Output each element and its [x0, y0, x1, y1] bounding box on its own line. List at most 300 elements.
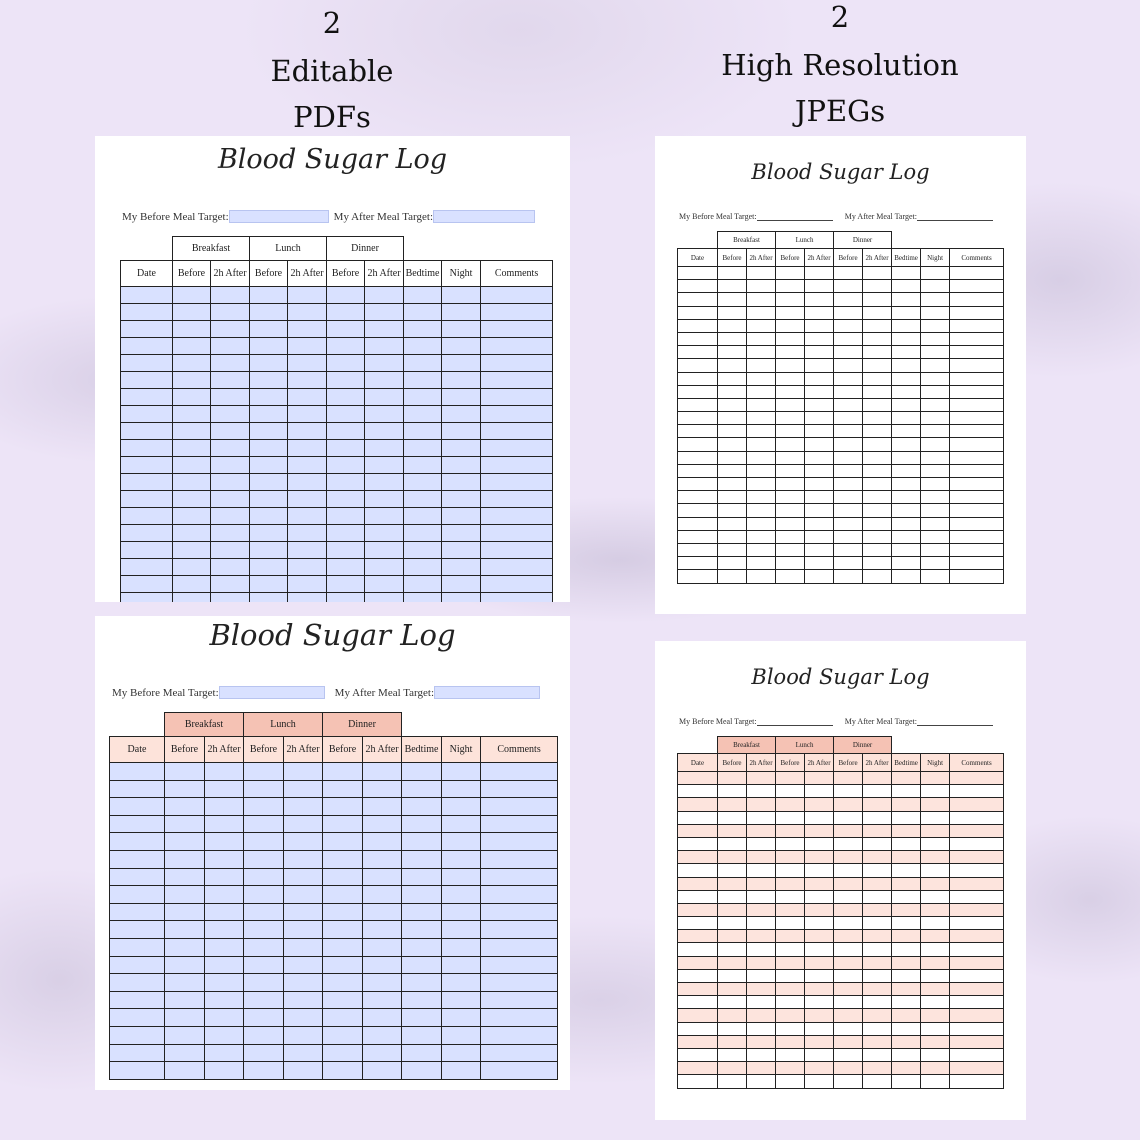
log-cell[interactable] — [442, 406, 481, 423]
log-cell[interactable] — [363, 763, 402, 781]
log-cell[interactable] — [244, 956, 284, 974]
log-cell[interactable] — [211, 338, 250, 355]
log-cell[interactable] — [442, 974, 481, 992]
log-cell[interactable] — [173, 457, 211, 474]
log-cell[interactable] — [442, 593, 481, 603]
log-cell[interactable] — [250, 474, 288, 491]
log-cell[interactable] — [110, 1026, 165, 1044]
log-cell[interactable] — [110, 1062, 165, 1080]
log-cell[interactable] — [244, 1044, 284, 1062]
log-cell[interactable] — [365, 474, 404, 491]
log-cell[interactable] — [165, 1044, 205, 1062]
log-cell[interactable] — [327, 406, 365, 423]
log-cell[interactable] — [404, 440, 442, 457]
log-cell[interactable] — [363, 868, 402, 886]
log-cell[interactable] — [323, 991, 363, 1009]
log-cell[interactable] — [363, 921, 402, 939]
log-cell[interactable] — [165, 815, 205, 833]
log-cell[interactable] — [363, 798, 402, 816]
log-cell[interactable] — [327, 474, 365, 491]
log-cell[interactable] — [442, 508, 481, 525]
log-cell[interactable] — [173, 576, 211, 593]
log-cell[interactable] — [250, 542, 288, 559]
log-cell[interactable] — [173, 508, 211, 525]
log-cell[interactable] — [363, 991, 402, 1009]
log-cell[interactable] — [323, 974, 363, 992]
log-cell[interactable] — [121, 304, 173, 321]
log-cell[interactable] — [165, 780, 205, 798]
log-cell[interactable] — [284, 763, 323, 781]
log-cell[interactable] — [442, 355, 481, 372]
log-cell[interactable] — [121, 287, 173, 304]
log-cell[interactable] — [284, 1044, 323, 1062]
log-cell[interactable] — [404, 406, 442, 423]
log-cell[interactable] — [284, 956, 323, 974]
log-cell[interactable] — [442, 815, 481, 833]
log-cell[interactable] — [323, 956, 363, 974]
log-cell[interactable] — [284, 1062, 323, 1080]
log-cell[interactable] — [173, 474, 211, 491]
log-cell[interactable] — [323, 938, 363, 956]
log-cell[interactable] — [165, 1009, 205, 1027]
log-cell[interactable] — [327, 321, 365, 338]
log-cell[interactable] — [404, 474, 442, 491]
log-cell[interactable] — [404, 389, 442, 406]
log-cell[interactable] — [481, 372, 553, 389]
log-cell[interactable] — [110, 780, 165, 798]
log-cell[interactable] — [327, 491, 365, 508]
log-cell[interactable] — [250, 559, 288, 576]
log-cell[interactable] — [173, 372, 211, 389]
log-cell[interactable] — [323, 815, 363, 833]
log-cell[interactable] — [288, 542, 327, 559]
log-cell[interactable] — [327, 287, 365, 304]
log-cell[interactable] — [244, 903, 284, 921]
log-cell[interactable] — [288, 525, 327, 542]
log-cell[interactable] — [442, 956, 481, 974]
log-cell[interactable] — [363, 886, 402, 904]
log-cell[interactable] — [205, 763, 244, 781]
log-cell[interactable] — [442, 921, 481, 939]
log-cell[interactable] — [205, 956, 244, 974]
log-cell[interactable] — [365, 457, 404, 474]
log-cell[interactable] — [211, 559, 250, 576]
log-cell[interactable] — [284, 886, 323, 904]
log-cell[interactable] — [173, 321, 211, 338]
log-cell[interactable] — [284, 1009, 323, 1027]
log-cell[interactable] — [121, 389, 173, 406]
log-cell[interactable] — [365, 321, 404, 338]
log-cell[interactable] — [211, 440, 250, 457]
log-cell[interactable] — [173, 389, 211, 406]
log-cell[interactable] — [121, 542, 173, 559]
log-cell[interactable] — [327, 355, 365, 372]
log-cell[interactable] — [481, 938, 558, 956]
log-cell[interactable] — [110, 850, 165, 868]
log-cell[interactable] — [323, 763, 363, 781]
log-cell[interactable] — [250, 321, 288, 338]
log-cell[interactable] — [481, 593, 553, 603]
log-cell[interactable] — [365, 389, 404, 406]
after-meal-target-input[interactable] — [433, 210, 535, 223]
log-cell[interactable] — [365, 593, 404, 603]
log-cell[interactable] — [284, 921, 323, 939]
log-cell[interactable] — [244, 763, 284, 781]
log-cell[interactable] — [327, 440, 365, 457]
log-cell[interactable] — [481, 903, 558, 921]
log-cell[interactable] — [244, 1009, 284, 1027]
log-cell[interactable] — [288, 287, 327, 304]
log-cell[interactable] — [442, 903, 481, 921]
log-cell[interactable] — [481, 780, 558, 798]
log-cell[interactable] — [250, 423, 288, 440]
log-cell[interactable] — [288, 355, 327, 372]
log-cell[interactable] — [211, 321, 250, 338]
log-cell[interactable] — [205, 780, 244, 798]
log-cell[interactable] — [110, 1044, 165, 1062]
log-cell[interactable] — [442, 1062, 481, 1080]
log-cell[interactable] — [244, 780, 284, 798]
log-cell[interactable] — [284, 815, 323, 833]
log-cell[interactable] — [211, 525, 250, 542]
log-cell[interactable] — [365, 287, 404, 304]
log-cell[interactable] — [481, 287, 553, 304]
log-cell[interactable] — [481, 956, 558, 974]
log-cell[interactable] — [288, 559, 327, 576]
log-cell[interactable] — [288, 338, 327, 355]
log-cell[interactable] — [121, 440, 173, 457]
log-cell[interactable] — [404, 423, 442, 440]
log-cell[interactable] — [250, 372, 288, 389]
log-cell[interactable] — [121, 525, 173, 542]
log-cell[interactable] — [110, 1009, 165, 1027]
log-cell[interactable] — [121, 491, 173, 508]
log-cell[interactable] — [404, 287, 442, 304]
log-cell[interactable] — [110, 991, 165, 1009]
log-cell[interactable] — [205, 921, 244, 939]
log-cell[interactable] — [284, 833, 323, 851]
log-cell[interactable] — [442, 850, 481, 868]
log-cell[interactable] — [288, 593, 327, 603]
log-cell[interactable] — [165, 833, 205, 851]
log-cell[interactable] — [481, 474, 553, 491]
log-cell[interactable] — [211, 576, 250, 593]
log-cell[interactable] — [250, 525, 288, 542]
log-cell[interactable] — [404, 457, 442, 474]
log-cell[interactable] — [110, 938, 165, 956]
log-cell[interactable] — [165, 868, 205, 886]
log-cell[interactable] — [442, 287, 481, 304]
log-cell[interactable] — [327, 457, 365, 474]
log-cell[interactable] — [481, 850, 558, 868]
before-meal-target-input[interactable] — [219, 686, 325, 699]
log-cell[interactable] — [110, 974, 165, 992]
log-cell[interactable] — [402, 780, 442, 798]
log-cell[interactable] — [442, 423, 481, 440]
log-cell[interactable] — [402, 886, 442, 904]
log-cell[interactable] — [211, 542, 250, 559]
log-cell[interactable] — [121, 474, 173, 491]
log-cell[interactable] — [481, 763, 558, 781]
log-cell[interactable] — [442, 304, 481, 321]
log-cell[interactable] — [211, 406, 250, 423]
log-cell[interactable] — [173, 491, 211, 508]
log-cell[interactable] — [481, 406, 553, 423]
log-cell[interactable] — [323, 921, 363, 939]
log-cell[interactable] — [284, 850, 323, 868]
log-cell[interactable] — [250, 508, 288, 525]
log-cell[interactable] — [244, 938, 284, 956]
log-cell[interactable] — [327, 525, 365, 542]
log-cell[interactable] — [365, 423, 404, 440]
log-cell[interactable] — [442, 798, 481, 816]
log-cell[interactable] — [110, 833, 165, 851]
log-cell[interactable] — [442, 763, 481, 781]
log-cell[interactable] — [402, 921, 442, 939]
log-cell[interactable] — [173, 423, 211, 440]
log-cell[interactable] — [250, 593, 288, 603]
log-cell[interactable] — [110, 903, 165, 921]
log-cell[interactable] — [244, 798, 284, 816]
log-cell[interactable] — [323, 903, 363, 921]
log-cell[interactable] — [481, 1062, 558, 1080]
log-cell[interactable] — [363, 850, 402, 868]
log-cell[interactable] — [211, 508, 250, 525]
log-cell[interactable] — [250, 338, 288, 355]
log-cell[interactable] — [481, 815, 558, 833]
log-cell[interactable] — [205, 903, 244, 921]
log-cell[interactable] — [288, 508, 327, 525]
log-cell[interactable] — [327, 389, 365, 406]
log-cell[interactable] — [481, 974, 558, 992]
log-cell[interactable] — [121, 423, 173, 440]
log-cell[interactable] — [244, 850, 284, 868]
log-cell[interactable] — [481, 559, 553, 576]
log-cell[interactable] — [250, 389, 288, 406]
log-cell[interactable] — [205, 991, 244, 1009]
log-cell[interactable] — [250, 287, 288, 304]
log-cell[interactable] — [173, 304, 211, 321]
log-cell[interactable] — [110, 956, 165, 974]
log-cell[interactable] — [442, 338, 481, 355]
log-cell[interactable] — [244, 1026, 284, 1044]
log-cell[interactable] — [284, 938, 323, 956]
log-cell[interactable] — [481, 921, 558, 939]
log-cell[interactable] — [244, 886, 284, 904]
log-cell[interactable] — [211, 389, 250, 406]
log-cell[interactable] — [121, 457, 173, 474]
log-cell[interactable] — [323, 1009, 363, 1027]
log-cell[interactable] — [323, 868, 363, 886]
log-cell[interactable] — [288, 304, 327, 321]
log-cell[interactable] — [481, 304, 553, 321]
log-cell[interactable] — [110, 886, 165, 904]
log-cell[interactable] — [288, 389, 327, 406]
log-cell[interactable] — [442, 440, 481, 457]
log-cell[interactable] — [363, 956, 402, 974]
log-cell[interactable] — [244, 1062, 284, 1080]
log-cell[interactable] — [327, 559, 365, 576]
log-cell[interactable] — [481, 457, 553, 474]
log-cell[interactable] — [404, 559, 442, 576]
log-cell[interactable] — [442, 938, 481, 956]
log-cell[interactable] — [363, 1062, 402, 1080]
log-cell[interactable] — [211, 355, 250, 372]
after-meal-target-input[interactable] — [434, 686, 540, 699]
log-cell[interactable] — [284, 903, 323, 921]
log-cell[interactable] — [402, 938, 442, 956]
log-cell[interactable] — [481, 1044, 558, 1062]
log-cell[interactable] — [244, 991, 284, 1009]
log-cell[interactable] — [121, 372, 173, 389]
log-cell[interactable] — [402, 798, 442, 816]
log-cell[interactable] — [250, 440, 288, 457]
log-cell[interactable] — [165, 903, 205, 921]
log-cell[interactable] — [404, 576, 442, 593]
log-cell[interactable] — [205, 974, 244, 992]
log-cell[interactable] — [402, 1044, 442, 1062]
log-cell[interactable] — [442, 1026, 481, 1044]
log-cell[interactable] — [121, 321, 173, 338]
log-cell[interactable] — [284, 974, 323, 992]
log-cell[interactable] — [284, 1026, 323, 1044]
log-cell[interactable] — [442, 457, 481, 474]
log-cell[interactable] — [363, 1009, 402, 1027]
log-cell[interactable] — [288, 372, 327, 389]
log-cell[interactable] — [402, 833, 442, 851]
log-cell[interactable] — [211, 372, 250, 389]
log-cell[interactable] — [402, 1026, 442, 1044]
log-cell[interactable] — [165, 850, 205, 868]
log-cell[interactable] — [327, 423, 365, 440]
log-cell[interactable] — [481, 1009, 558, 1027]
log-cell[interactable] — [402, 815, 442, 833]
log-cell[interactable] — [442, 542, 481, 559]
log-cell[interactable] — [288, 457, 327, 474]
log-cell[interactable] — [244, 868, 284, 886]
log-cell[interactable] — [173, 287, 211, 304]
log-cell[interactable] — [481, 355, 553, 372]
log-cell[interactable] — [365, 508, 404, 525]
log-cell[interactable] — [173, 440, 211, 457]
log-cell[interactable] — [165, 763, 205, 781]
log-cell[interactable] — [363, 1026, 402, 1044]
log-cell[interactable] — [110, 763, 165, 781]
log-cell[interactable] — [481, 338, 553, 355]
log-cell[interactable] — [165, 798, 205, 816]
log-cell[interactable] — [173, 355, 211, 372]
log-cell[interactable] — [402, 1062, 442, 1080]
log-cell[interactable] — [165, 991, 205, 1009]
log-cell[interactable] — [481, 542, 553, 559]
log-cell[interactable] — [327, 338, 365, 355]
log-cell[interactable] — [404, 542, 442, 559]
log-cell[interactable] — [402, 956, 442, 974]
before-meal-target-input[interactable] — [229, 210, 329, 223]
log-cell[interactable] — [481, 1026, 558, 1044]
log-cell[interactable] — [288, 423, 327, 440]
log-cell[interactable] — [165, 921, 205, 939]
log-cell[interactable] — [323, 886, 363, 904]
log-cell[interactable] — [404, 355, 442, 372]
log-cell[interactable] — [365, 355, 404, 372]
log-cell[interactable] — [365, 338, 404, 355]
log-cell[interactable] — [363, 938, 402, 956]
log-cell[interactable] — [288, 440, 327, 457]
log-cell[interactable] — [288, 406, 327, 423]
log-cell[interactable] — [205, 850, 244, 868]
log-cell[interactable] — [121, 508, 173, 525]
log-cell[interactable] — [211, 304, 250, 321]
log-cell[interactable] — [121, 338, 173, 355]
log-cell[interactable] — [250, 355, 288, 372]
log-cell[interactable] — [402, 868, 442, 886]
log-cell[interactable] — [402, 850, 442, 868]
log-cell[interactable] — [323, 780, 363, 798]
log-cell[interactable] — [205, 1009, 244, 1027]
log-cell[interactable] — [250, 406, 288, 423]
log-cell[interactable] — [365, 559, 404, 576]
log-cell[interactable] — [205, 1062, 244, 1080]
log-cell[interactable] — [121, 355, 173, 372]
log-cell[interactable] — [165, 956, 205, 974]
log-cell[interactable] — [121, 559, 173, 576]
log-cell[interactable] — [442, 868, 481, 886]
log-cell[interactable] — [327, 576, 365, 593]
log-cell[interactable] — [404, 491, 442, 508]
log-cell[interactable] — [365, 525, 404, 542]
log-cell[interactable] — [402, 991, 442, 1009]
log-cell[interactable] — [323, 1062, 363, 1080]
log-cell[interactable] — [404, 338, 442, 355]
log-cell[interactable] — [402, 1009, 442, 1027]
log-cell[interactable] — [442, 491, 481, 508]
log-cell[interactable] — [110, 815, 165, 833]
log-cell[interactable] — [404, 372, 442, 389]
log-cell[interactable] — [442, 321, 481, 338]
log-cell[interactable] — [442, 1044, 481, 1062]
log-cell[interactable] — [365, 304, 404, 321]
log-cell[interactable] — [327, 372, 365, 389]
log-cell[interactable] — [173, 406, 211, 423]
log-cell[interactable] — [288, 576, 327, 593]
log-cell[interactable] — [205, 815, 244, 833]
log-cell[interactable] — [402, 903, 442, 921]
log-cell[interactable] — [244, 921, 284, 939]
log-cell[interactable] — [327, 542, 365, 559]
log-cell[interactable] — [288, 474, 327, 491]
log-cell[interactable] — [365, 406, 404, 423]
log-cell[interactable] — [481, 508, 553, 525]
log-cell[interactable] — [442, 833, 481, 851]
log-cell[interactable] — [402, 974, 442, 992]
log-cell[interactable] — [211, 423, 250, 440]
log-cell[interactable] — [442, 474, 481, 491]
log-cell[interactable] — [244, 833, 284, 851]
log-cell[interactable] — [327, 508, 365, 525]
log-cell[interactable] — [363, 903, 402, 921]
log-cell[interactable] — [110, 798, 165, 816]
log-cell[interactable] — [363, 1044, 402, 1062]
log-cell[interactable] — [121, 576, 173, 593]
log-cell[interactable] — [442, 780, 481, 798]
log-cell[interactable] — [173, 542, 211, 559]
log-cell[interactable] — [205, 886, 244, 904]
log-cell[interactable] — [284, 991, 323, 1009]
log-cell[interactable] — [173, 338, 211, 355]
log-cell[interactable] — [205, 798, 244, 816]
log-cell[interactable] — [363, 974, 402, 992]
